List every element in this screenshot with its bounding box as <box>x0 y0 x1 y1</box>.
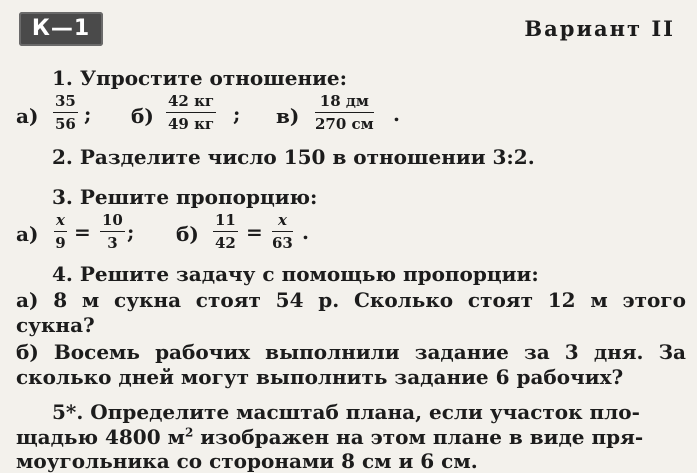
task3-b-left-fraction <box>213 211 238 252</box>
task3-b-left-numerator: 11 <box>213 211 238 232</box>
task3-b-equals: = <box>246 220 263 244</box>
task3-b-right-fraction <box>272 211 293 252</box>
task3-b-left-denominator: 42 <box>215 234 236 252</box>
test-badge-label: К—1 <box>31 16 91 41</box>
task3-a-left-denominator: 9 <box>55 234 66 252</box>
task1-b-denominator: 49 кг <box>168 115 215 133</box>
task5-line2-end: изображен на этом плане в виде пря- <box>193 425 644 449</box>
task1-a-numerator: 35 <box>53 92 78 113</box>
task3-b-right-numerator: x <box>272 211 293 232</box>
task5-line2-start: щадью 4800 м <box>16 425 185 449</box>
task3-a-right-denominator: 3 <box>107 234 118 252</box>
task1-b-fraction <box>166 92 216 133</box>
variant-title: Вариант II <box>524 16 675 41</box>
test-badge <box>19 12 103 46</box>
task5-line1: 5*. Определите масштаб плана, если участок пло- <box>52 400 640 424</box>
task1-a-separator: ; <box>84 102 92 126</box>
task1-c-fraction <box>315 92 374 133</box>
task3-a-left-fraction <box>54 211 67 252</box>
task4-title: 4. Решите задачу с помощью пропорции: <box>52 262 539 286</box>
task5-square-superscript: 2 <box>184 425 194 440</box>
task5-line3: моугольника со сторонами 8 см и 6 см. <box>16 449 478 473</box>
task2-text: 2. Разделите число 150 в отношении 3:2. <box>52 145 535 169</box>
task4-b-line2: сколько дней могут выполнить задание 6 рабочих? <box>16 365 624 389</box>
task3-a-right-numerator: 10 <box>100 211 125 232</box>
task1-a-label: а) <box>16 104 39 128</box>
task1-c-end: . <box>393 102 400 126</box>
task5-line2 <box>16 425 643 449</box>
task3-a-separator: ; <box>127 220 135 244</box>
task3-a-right-fraction <box>100 211 125 252</box>
task1-c-label: в) <box>276 104 300 128</box>
task3-b-label: б) <box>176 222 199 246</box>
task1-b-numerator: 42 кг <box>166 92 216 113</box>
task3-a-left-numerator: x <box>54 211 67 232</box>
task1-title: 1. Упростите отношение: <box>52 66 348 90</box>
task4-a-line2: сукна? <box>16 313 95 337</box>
task3-a-label: а) <box>16 222 39 246</box>
task1-a-fraction <box>53 92 78 133</box>
task3-title: 3. Решите пропорцию: <box>52 185 318 209</box>
task4-b-line1: б) Восемь рабочих выполнили задание за 3 дня. За <box>16 340 686 364</box>
task1-a-denominator: 56 <box>55 115 76 133</box>
task1-b-separator: ; <box>233 102 241 126</box>
task3-b-right-denominator: 63 <box>272 234 293 252</box>
task1-c-denominator: 270 см <box>315 115 374 133</box>
task3-b-end: . <box>302 220 309 244</box>
task1-c-numerator: 18 дм <box>315 92 374 113</box>
task3-a-equals: = <box>74 220 91 244</box>
task1-b-label: б) <box>131 104 154 128</box>
task4-a-line1: а) 8 м сукна стоят 54 р. Сколько стоят 12 м этого <box>16 288 686 312</box>
